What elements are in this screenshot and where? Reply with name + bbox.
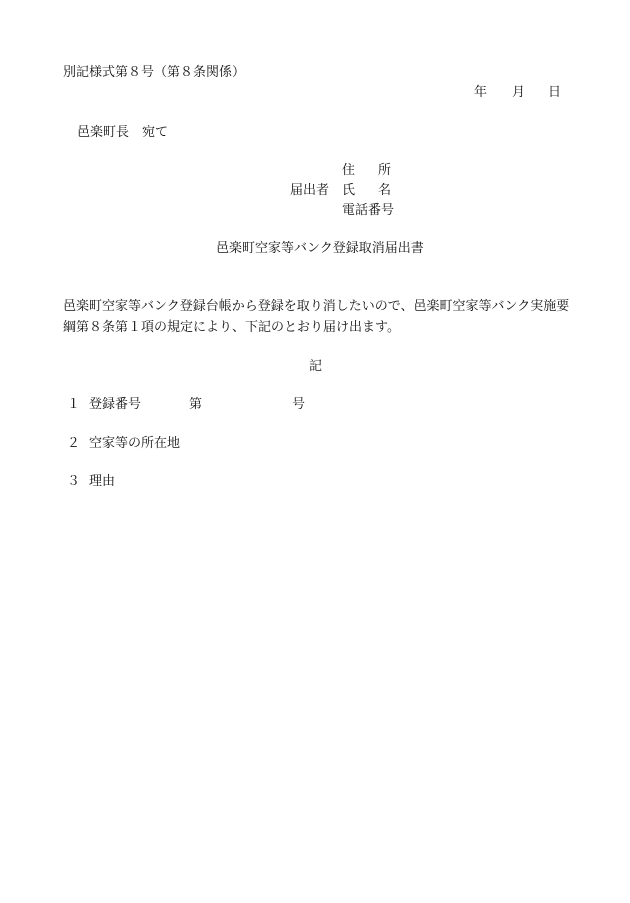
notifier-name-label-2: 名 [378,183,392,198]
notifier-label: 届出者 [290,183,330,198]
form-number: 別記様式第８号（第８条関係） [63,65,246,80]
ki-heading: 記 [309,359,323,374]
document-title: 邑楽町空家等バンク登録取消届出書 [216,241,424,256]
notifier-name-label-1: 氏 [342,183,356,198]
item-1-label: 登録番号 [89,397,142,412]
item-1-suffix: 号 [292,397,306,412]
item-2-label: 空家等の所在地 [89,436,181,451]
body-text-line-1: 邑楽町空家等バンク登録台帳から登録を取り消したいので、邑楽町空家等バンク実施要 [63,299,570,314]
date-day-label: 日 [548,85,562,100]
date-year-label: 年 [474,85,488,100]
item-2-number: ２ [67,436,81,451]
item-3-label: 理由 [89,474,116,489]
item-1-prefix: 第 [189,397,203,412]
notifier-address-label-1: 住 [342,163,356,178]
item-1-number: １ [67,397,81,412]
item-3-number: ３ [67,474,81,489]
body-text-line-2: 綱第８条第１項の規定により、下記のとおり届け出ます。 [63,320,400,335]
addressee: 邑楽町長 宛て [77,125,169,140]
date-month-label: 月 [512,85,526,100]
notifier-address-label-2: 所 [378,163,392,178]
notifier-phone-label: 電話番号 [342,203,395,218]
